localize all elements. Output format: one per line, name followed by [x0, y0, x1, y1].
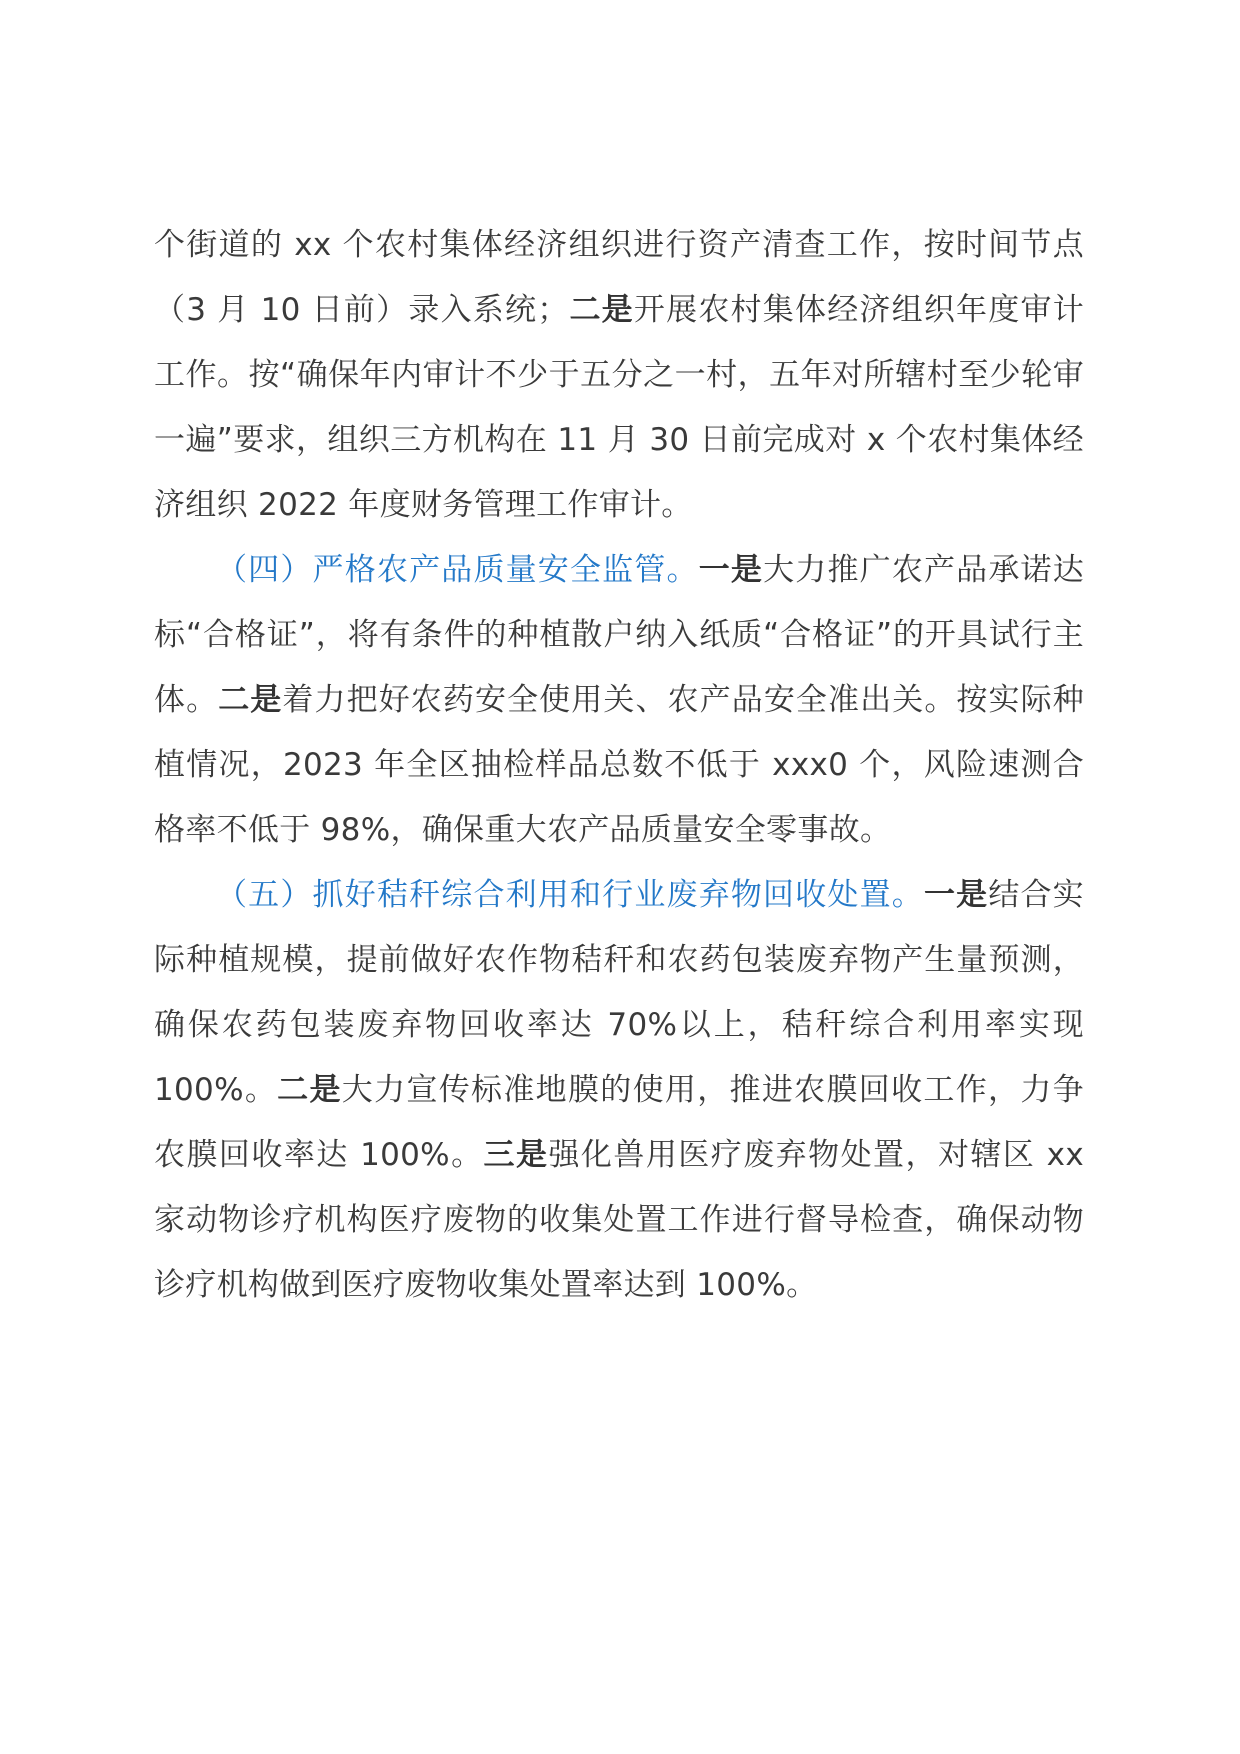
- paragraph-text: 大力推广农产品承诺达标“合格证”，将有条件的种植散户纳入纸质“合格证”的开具试行主体。: [154, 552, 1085, 718]
- section-heading: （五）抓好秸秆综合利用和行业废弃物回收处置。: [216, 877, 924, 913]
- bold-marker: 三是: [483, 1137, 549, 1173]
- paragraph-text: 大力宣传标准地膜的使用，推进农膜回收工作，力争农膜回收率达 100%。: [154, 1072, 1084, 1173]
- bold-marker: 二是: [277, 1072, 342, 1108]
- paragraph-text: 个街道的 xx 个农村集体经济组织进行资产清查工作，按时间节点（3 月 10 日前）录入系统；: [154, 227, 1084, 328]
- paragraph-waste-recycling: [154, 863, 1084, 1318]
- document-body: [154, 213, 1084, 1318]
- paragraph-quality-safety: [154, 538, 1084, 863]
- bold-marker: 二是: [218, 682, 283, 718]
- paragraph-text: 强化兽用医疗废弃物处置，对辖区 xx 家动物诊疗机构医疗废物的收集处置工作进行督导检查，确保动物诊疗机构做到医疗废物收集处置率达到 100%。: [154, 1137, 1084, 1303]
- paragraph-text: 结合实际种植规模，提前做好农作物秸秆和农药包装废弃物产生量预测，确保农药包装废弃物回收率达 70%以上，秸秆综合利用率实现 100%。: [154, 877, 1084, 1108]
- bold-marker: 二是: [568, 292, 634, 328]
- paragraph-asset-audit: [154, 213, 1084, 538]
- bold-marker: 一是: [923, 877, 989, 913]
- section-heading: （四）严格农产品质量安全监管。: [216, 552, 699, 588]
- paragraph-text: 开展农村集体经济组织年度审计工作。按“确保年内审计不少于五分之一村，五年对所辖村至少轮审一遍”要求，组织三方机构在 11 月 30 日前完成对 x 个农村集体经济组织 2022 年度财务管理工作审计。: [154, 292, 1085, 523]
- bold-marker: 一是: [698, 552, 764, 588]
- paragraph-text: 着力把好农药安全使用关、农产品安全准出关。按实际种植情况，2023 年全区抽检样品总数不低于 xxx0 个，风险速测合格率不低于 98%，确保重大农产品质量安全零事故。: [154, 682, 1085, 848]
